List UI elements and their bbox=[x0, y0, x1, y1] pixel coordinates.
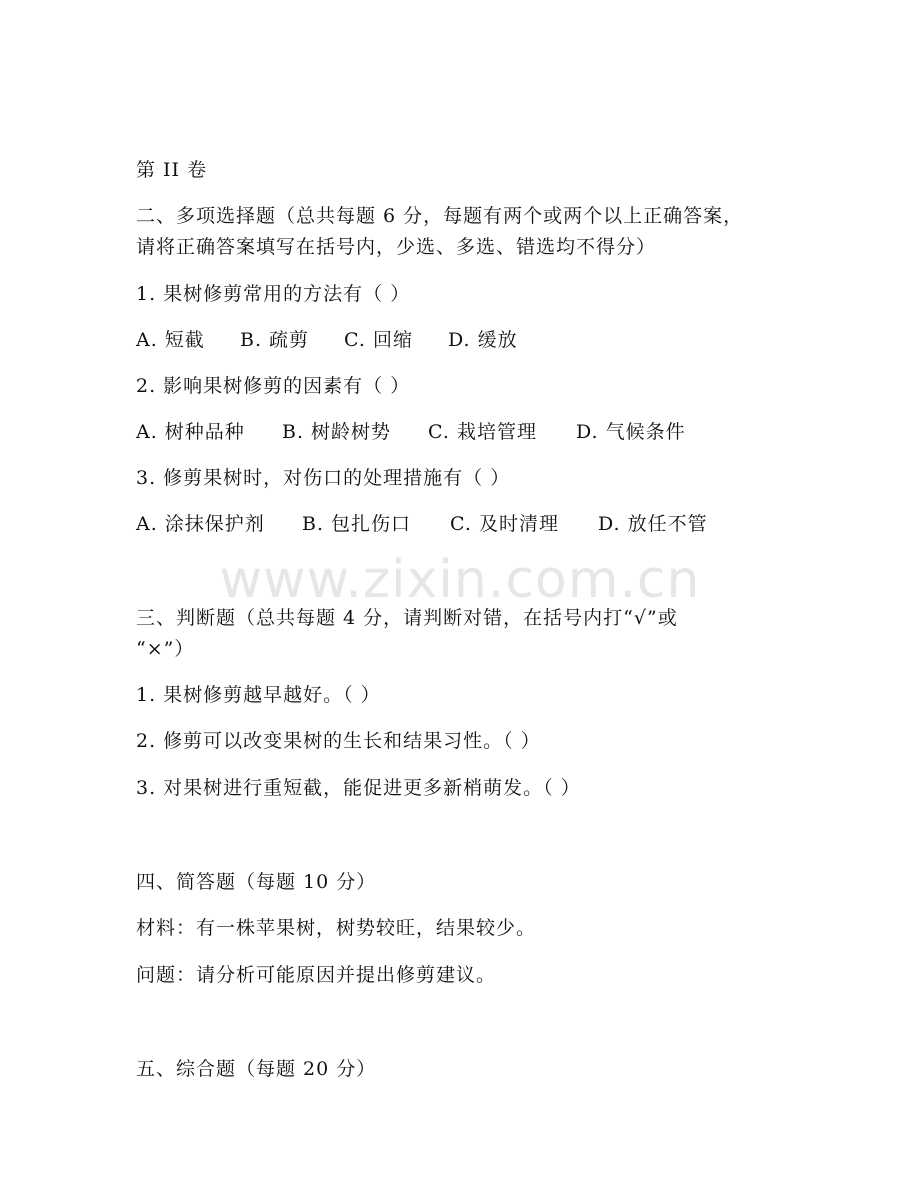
section2-q3-stem: 3. 修剪果树时，对伤口的处理措施有（ ） bbox=[136, 467, 511, 489]
section3-heading-line1: 三、判断题（总共每题 4 分，请判断对错，在括号内打“√”或 bbox=[136, 607, 678, 629]
section2-q1-stem: 1. 果树修剪常用的方法有（ ） bbox=[136, 283, 411, 305]
section3-item-1: 1. 果树修剪越早越好。（ ） bbox=[136, 684, 381, 706]
option-c: C. 栽培管理 bbox=[428, 421, 537, 443]
section4-material: 材料：有一株苹果树，树势较旺，结果较少。 bbox=[136, 917, 537, 939]
section2-q1-options bbox=[136, 327, 518, 353]
section2-q2-stem: 2. 影响果树修剪的因素有（ ） bbox=[136, 375, 411, 397]
option-c: C. 及时清理 bbox=[450, 513, 559, 535]
section2-heading-line1: 二、多项选择题（总共每题 6 分，每题有两个或两个以上正确答案， bbox=[136, 205, 744, 227]
section5-heading: 五、综合题（每题 20 分） bbox=[136, 1058, 377, 1080]
option-b: B. 疏剪 bbox=[240, 329, 310, 351]
section3-item-2: 2. 修剪可以改变果树的生长和结果习性。（ ） bbox=[136, 730, 541, 752]
option-b: B. 包扎伤口 bbox=[302, 513, 412, 535]
option-c: C. 回缩 bbox=[344, 329, 413, 351]
option-d: D. 气候条件 bbox=[576, 421, 686, 443]
section2-q2-options bbox=[136, 419, 686, 445]
watermark: www.zixin.com.cn bbox=[219, 550, 701, 610]
option-a: A. 涂抹保护剂 bbox=[136, 513, 265, 535]
option-d: D. 缓放 bbox=[448, 329, 518, 351]
option-a: A. 树种品种 bbox=[136, 421, 245, 443]
volume-title: 第 II 卷 bbox=[136, 159, 208, 181]
section3-heading-line2: “×”） bbox=[136, 638, 195, 660]
option-b: B. 树龄树势 bbox=[282, 421, 392, 443]
option-d: D. 放任不管 bbox=[598, 513, 708, 535]
section4-question: 问题：请分析可能原因并提出修剪建议。 bbox=[136, 964, 497, 986]
section4-heading: 四、简答题（每题 10 分） bbox=[136, 871, 377, 893]
section2-q3-options bbox=[136, 511, 708, 537]
section2-heading-line2: 请将正确答案填写在括号内，少选、多选、错选均不得分） bbox=[136, 236, 657, 258]
section3-item-3: 3. 对果树进行重短截，能促进更多新梢萌发。（ ） bbox=[136, 777, 581, 799]
option-a: A. 短截 bbox=[136, 329, 205, 351]
